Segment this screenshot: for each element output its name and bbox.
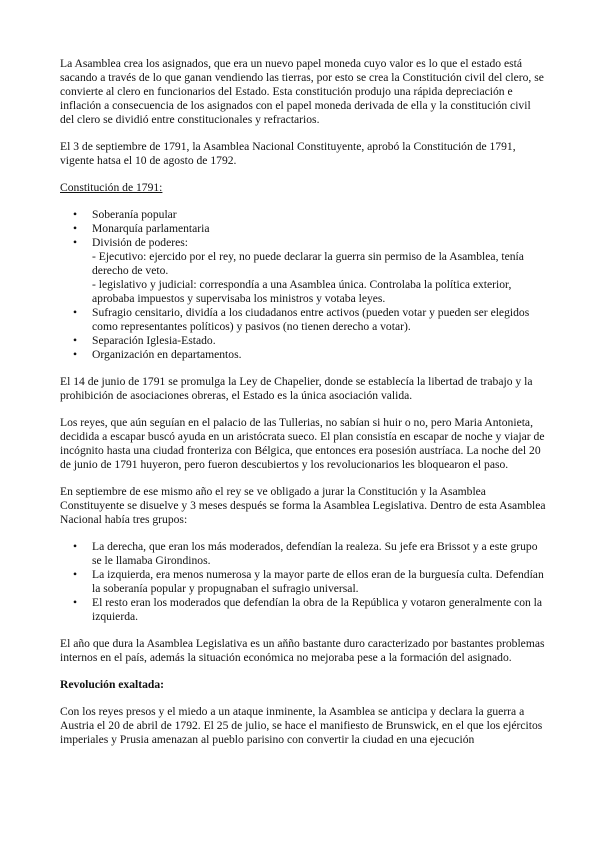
list-item-label: División de poderes: — [92, 236, 188, 249]
paragraph-septiembre: En septiembre de ese mismo año el rey se ve obligado a jurar la Constitución y la Asamblea Constituyente se disuelve y 3 meses después se forma la Asamblea Legislativa. Dentro de esta Asamblea Nacional había tres grupos: — [60, 485, 546, 526]
sub-item-ejecutivo: - Ejecutivo: ejercido por el rey, no puede declarar la guerra sin permiso de la Asamblea, tenía derecho de veto. — [92, 250, 524, 277]
paragraph-asignados: La Asamblea crea los asignados, que era un nuevo papel moneda cuyo valor es lo que el estado está sacando a través de lo que ganan vendiendo las tierras, por esto se crea la Constitución civil del clero, se convierte al clero en funcionarios del Estado. Esta constitución produjo una rápida depreciación e inflación a consecuencia de los asignados con el papel moneda derivada de ella y la constitución civil del clero se dividió entre constitucionales y refractarios. — [60, 57, 544, 126]
list-item: • Sufragio censitario, dividía a los ciudadanos entre activos (pueden votar y pueden ser elegidos como representantes políticos) y pasivos (no tienen derecho a votar). — [60, 306, 547, 334]
list-item: • La izquierda, era menos numerosa y la mayor parte de ellos eran de la burguesía culta. Defendían la soberanía popular y propugnaban el sufragio universal. — [60, 568, 547, 596]
list-item-division-poderes — [60, 236, 547, 306]
paragraph-chapelier: El 14 de junio de 1791 se promulga la Ley de Chapelier, donde se establecía la libertad de trabajo y la prohibición de asociaciones obreras, el Estado es la única asociación valida. — [60, 375, 533, 402]
list-item: • El resto eran los moderados que defendían la obra de la República y votaron generalmente con la izquierda. — [60, 596, 547, 624]
list-item: • Separación Iglesia-Estado. — [60, 334, 547, 348]
heading-revolucion: Revolución exaltada: — [60, 678, 165, 691]
paragraph-constitucion-1791: El 3 de septiembre de 1791, la Asamblea Nacional Constituyente, aprobó la Constitución de 1791, vigente hatsa el 10 de agosto de 1792. — [60, 140, 516, 167]
paragraph-reyes: Los reyes, que aún seguían en el palacio de las Tullerias, no sabían si huir o no, pero Maria Antonieta, decidida a escapar buscó ayuda en un aristócrata sueco. El plan consistía en escapar de noche y viajar de incógnito hasta una ciudad fronteriza con Bélgica, que entonces era posesión austríaca. La noche del 20 de junio de 1791 huyeron, pero fueron descubiertos y los revolucionarios les bloquearon el paso. — [60, 416, 545, 471]
paragraph-guerra: Con los reyes presos y el miedo a un ataque inminente, la Asamblea se anticipa y declara la guerra a Austria el 20 de abril de 1792. El 25 de julio, se hace el manifiesto de Brunswick, en el que los ejércitos imperiales y Prusia amenazan al pueblo parisino con convertir la ciudad en una ejecución — [60, 705, 543, 746]
constitution-list — [60, 208, 547, 362]
groups-list — [60, 540, 547, 624]
sub-item-legislativo: - legislativo y judicial: correspondía a una Asamblea única. Controlaba la política exterior, aprobaba impuestos y supervisaba los ministros y votaba leyes. — [92, 278, 512, 305]
list-item: • Organización en departamentos. — [60, 348, 547, 362]
paragraph-asamblea-legislativa: El año que dura la Asamblea Legislativa es un aňño bastante duro caracterizado por bastantes problemas internos en el país, además la situación económica no mejoraba pese a la formación del asignado. — [60, 637, 545, 664]
list-item: • La derecha, que eran los más moderados, defendían la realeza. Su jefe era Brissot y a este grupo se le llamaba Girondinos. — [60, 540, 547, 568]
list-item: • Soberanía popular — [60, 208, 547, 222]
document-page — [60, 57, 547, 760]
heading-constitucion: Constitución de 1791: — [60, 181, 163, 194]
list-item: • Monarquía parlamentaria — [60, 222, 547, 236]
